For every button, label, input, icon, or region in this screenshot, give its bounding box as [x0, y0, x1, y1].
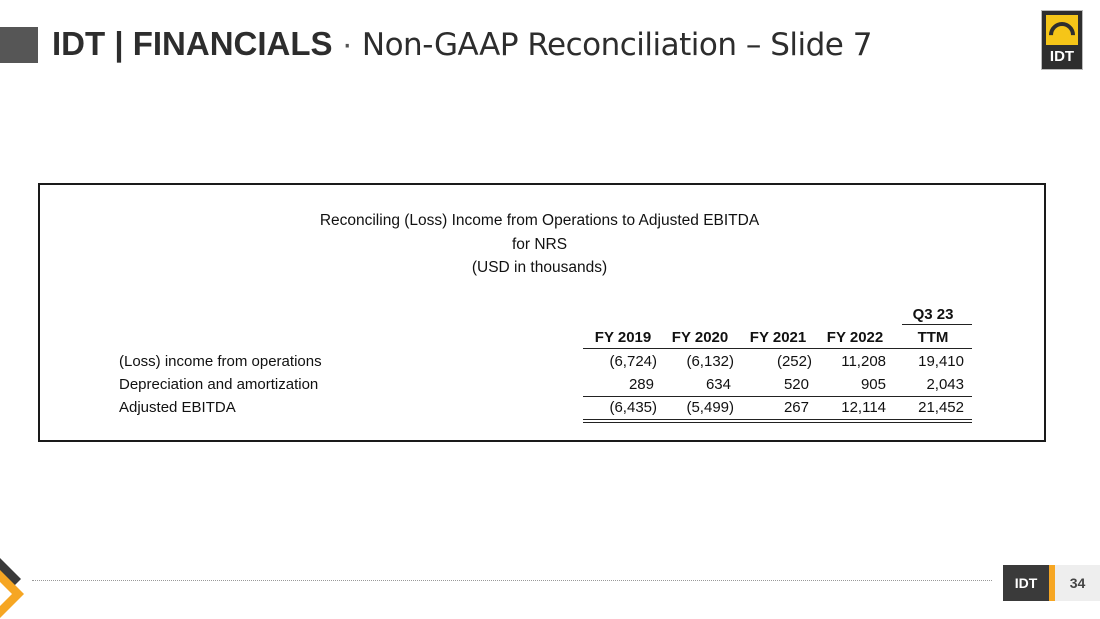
table-cell: 634: [705, 376, 731, 393]
table-cell: 21,452: [918, 399, 964, 416]
row-label-depreciation: Depreciation and amortization: [119, 376, 319, 393]
table-cell: (6,724): [609, 353, 657, 370]
table-cell: 905: [860, 376, 886, 393]
footer-divider: [32, 580, 992, 581]
subtotal-rule: [583, 396, 972, 397]
table-cell: 289: [628, 376, 654, 393]
table-title-line: Reconciling (Loss) Income from Operations to Adjusted EBITDA: [319, 212, 760, 229]
column-header-fy2019: FY 2019: [594, 329, 652, 346]
table-cell: 520: [783, 376, 809, 393]
row-label-adjusted-ebitda: Adjusted EBITDA: [119, 399, 236, 416]
title-brand: IDT | FINANCIALS: [52, 25, 333, 62]
table-cell: 19,410: [918, 353, 964, 370]
corner-chevron-decoration: [0, 556, 30, 616]
row-label-loss-income: (Loss) income from operations: [119, 353, 322, 370]
column-header-ttm: TTM: [917, 329, 949, 346]
title-separator: ·: [341, 25, 353, 62]
logo-text: IDT: [1049, 48, 1075, 65]
total-rule-top: [583, 419, 972, 420]
table-cell: (6,132): [686, 353, 734, 370]
reconciliation-table-panel: [38, 183, 1046, 442]
table-cell: (5,499): [686, 399, 734, 416]
super-header-rule: [902, 324, 972, 325]
total-rule-bottom: [583, 422, 972, 423]
column-header-fy2022: FY 2022: [826, 329, 884, 346]
footer-brand: IDT: [1003, 565, 1049, 601]
title-accent-bar: [0, 27, 38, 63]
idt-arc-logo-icon: [1046, 15, 1078, 45]
title-subtitle: Non-GAAP Reconciliation – Slide 7: [361, 27, 872, 63]
table-title-line: (USD in thousands): [471, 259, 608, 276]
table-title: [40, 209, 1044, 280]
column-header-fy2020: FY 2020: [671, 329, 729, 346]
column-header-fy2021: FY 2021: [749, 329, 807, 346]
table-cell: 2,043: [926, 376, 964, 393]
table-cell: (252): [776, 353, 812, 370]
idt-logo: [1041, 10, 1083, 70]
page-number: 34: [1055, 565, 1100, 601]
table-cell: 11,208: [841, 353, 886, 370]
page-title: [52, 24, 872, 65]
column-super-header: Q3 23: [912, 306, 954, 323]
table-cell: 267: [783, 399, 809, 416]
header-rule: [583, 348, 972, 349]
table-title-line: for NRS: [511, 235, 568, 253]
table-cell: 12,114: [841, 399, 886, 416]
table-cell: (6,435): [609, 399, 657, 416]
